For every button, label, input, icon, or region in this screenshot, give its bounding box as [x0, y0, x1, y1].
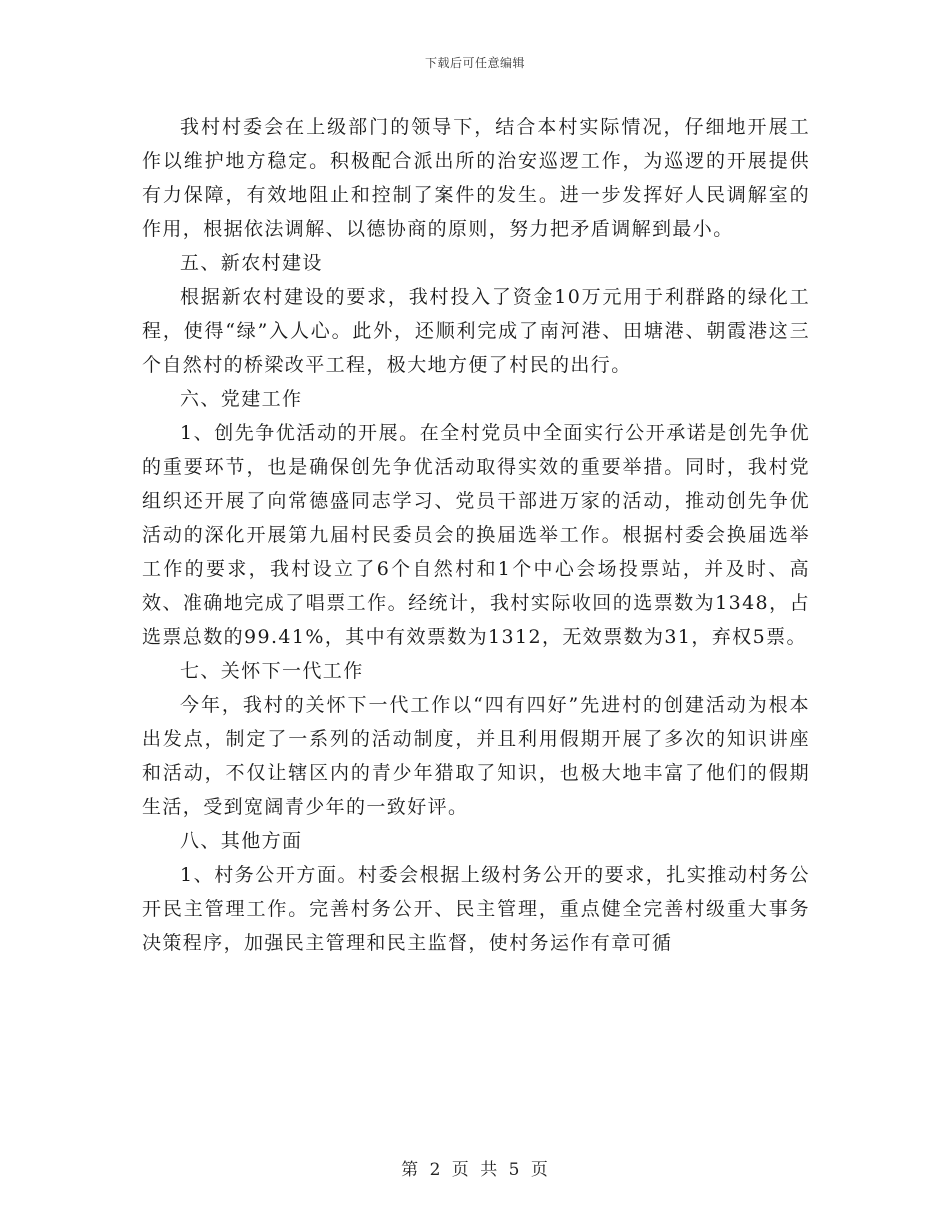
section-heading-rural-construction: 五、新农村建设 — [180, 252, 323, 274]
page-header: 下载后可任意编辑 — [424, 56, 525, 70]
paragraph-stability: 我村村委会在上级部门的领导下，结合本村实际情况，仔细地开展工作以维护地方稳定。积极配合派出所的治安巡逻工作，为巡逻的开展提供有力保障，有效地阻止和控制了案件的发生。进一步发挥好人民调解室的作用，根据依法调解、以德协商的原则，努力把矛盾调解到最小。 — [142, 116, 810, 240]
paragraph-next-generation: 今年，我村的关怀下一代工作以“四有四好”先进村的创建活动为根本出发点，制定了一系列的活动制度，并且利用假期开展了多次的知识讲座和活动，不仅让辖区内的青少年猎取了知识，也极大地丰富了他们的假期生活，受到宽阔青少年的一致好评。 — [142, 694, 810, 818]
document-body — [142, 110, 810, 960]
section-heading-other-aspects: 八、其他方面 — [180, 830, 303, 852]
paragraph-rural-construction: 根据新农村建设的要求，我村投入了资金10万元用于利群路的绿化工程，使得“绿”入人心。此外，还顺利完成了南河港、田塘港、朝霞港这三个自然村的桥梁改平工程，极大地方便了村民的出行。 — [142, 286, 810, 376]
section-heading-next-generation: 七、关怀下一代工作 — [180, 660, 364, 682]
paragraph-village-affairs: 1、村务公开方面。村委会根据上级村务公开的要求，扎实推动村务公开民主管理工作。完善村务公开、民主管理，重点健全完善村级重大事务决策程序，加强民主管理和民主监督，使村务运作有章可循 — [142, 864, 810, 954]
section-heading-party-building: 六、党建工作 — [180, 388, 303, 410]
page-footer: 第 2 页 共 5 页 — [401, 1160, 549, 1180]
paragraph-party-building: 1、创先争优活动的开展。在全村党员中全面实行公开承诺是创先争优的重要环节，也是确保创先争优活动取得实效的重要举措。同时，我村党组织还开展了向常德盛同志学习、党员干部进万家的活动，推动创先争优活动的深化开展第九届村民委员会的换届选举工作。根据村委会换届选举工作的要求，我村设立了6个自然村和1个中心会场投票站，并及时、高效、准确地完成了唱票工作。经统计，我村实际收回的选票数为1348，占选票总数的99.41%，其中有效票数为1312，无效票数为31，弃权5票。 — [142, 422, 810, 648]
